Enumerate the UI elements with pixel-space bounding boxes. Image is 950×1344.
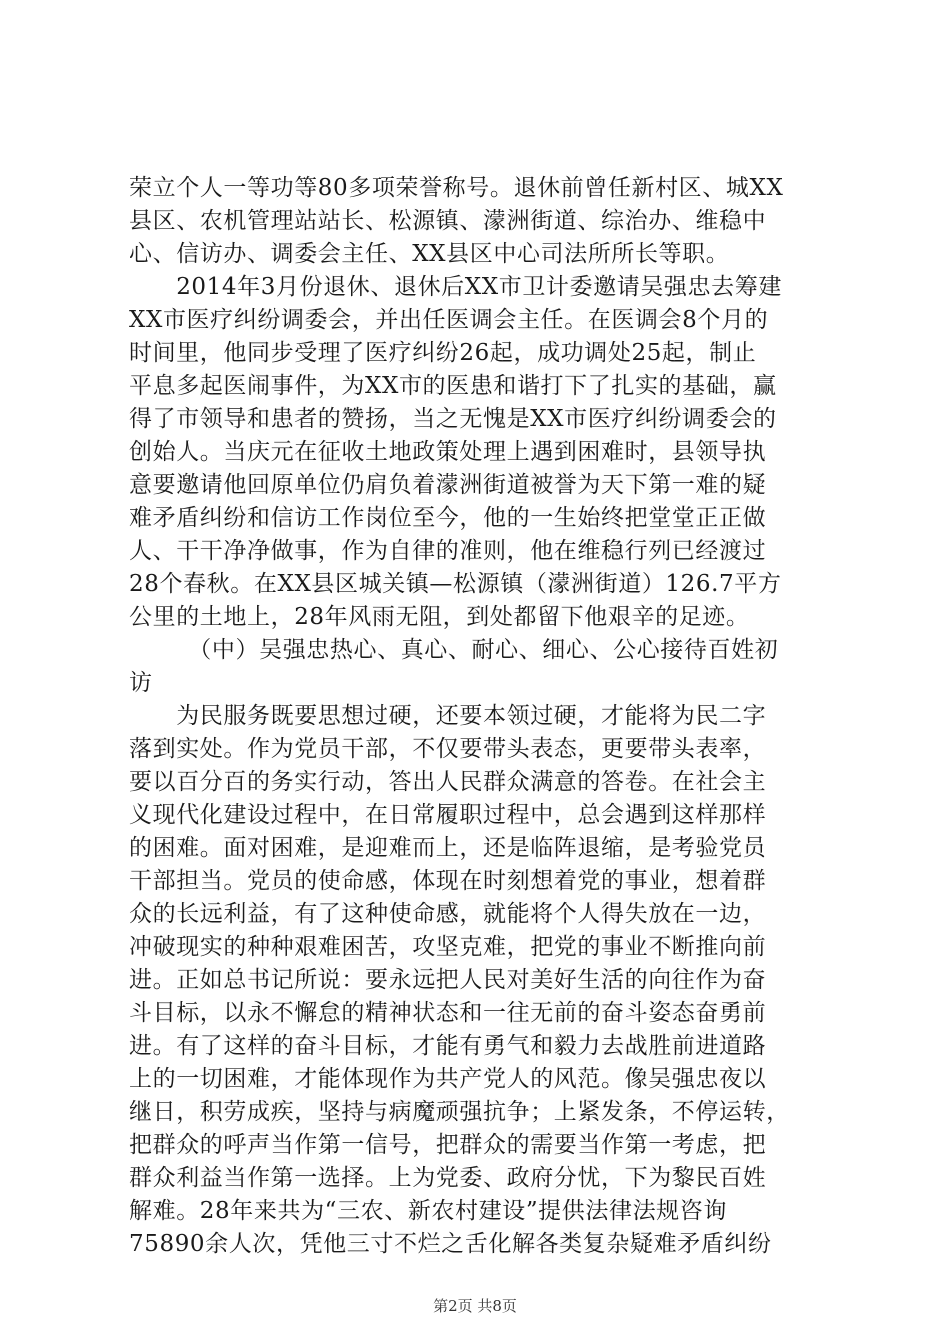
text-line: 冲破现实的种种艰难困苦，攻坚克难，把党的事业不断推向前 — [129, 934, 767, 960]
text-line: 众的长远利益，有了这种使命感，就能将个人得失放在一边， — [129, 901, 767, 927]
text-line: 县区、农机管理站站长、松源镇、濛洲街道、综治办、维稳中 — [129, 208, 767, 234]
text-line: 得了市领导和患者的赞扬，当之无愧是XX市医疗纠纷调委会的 — [129, 406, 777, 432]
text-line: 意要邀请他回原单位仍肩负着濛洲街道被誉为天下第一难的疑 — [129, 472, 767, 498]
text-line: 的困难。面对困难，是迎难而上，还是临阵退缩，是考验党员 — [129, 835, 767, 861]
text-line: 把群众的呼声当作第一信号，把群众的需要当作第一考虑，把 — [129, 1132, 767, 1158]
text-line: 时间里，他同步受理了医疗纠纷26起，成功调处25起，制止 — [129, 340, 757, 366]
section-heading: （中）吴强忠热心、真心、耐心、细心、公心接待百姓初 — [129, 637, 779, 663]
text-line: 斗目标，以永不懈怠的精神状态和一往无前的奋斗姿态奋勇前 — [129, 1000, 767, 1026]
text-line: 75890余人次，凭他三寸不烂之舌化解各类复杂疑难矛盾纠纷 — [129, 1231, 772, 1257]
section-heading-continued: 访 — [129, 670, 153, 696]
text-line: 2014年3月份退休、退休后XX市卫计委邀请吴强忠去筹建 — [129, 274, 782, 300]
text-line: 干部担当。党员的使命感，体现在时刻想着党的事业，想着群 — [129, 868, 767, 894]
text-line: XX市医疗纠纷调委会，并出任医调会主任。在医调会8个月的 — [129, 307, 769, 333]
text-line: 心、信访办、调委会主任、XX县区中心司法所所长等职。 — [129, 241, 730, 267]
text-line: 28个春秋。在XX县区城关镇—松源镇（濛洲街道）126.7平方 — [129, 571, 782, 597]
page-number-footer: 第2页 共8页 — [433, 1297, 517, 1315]
text-line: 义现代化建设过程中，在日常履职过程中，总会遇到这样那样 — [129, 802, 767, 828]
text-line: 落到实处。作为党员干部，不仅要带头表态，更要带头表率， — [129, 736, 767, 762]
text-line: 解难。28年来共为“三农、新农村建设”提供法律法规咨询 — [129, 1198, 727, 1224]
text-line: 进。正如总书记所说：要永远把人民对美好生活的向往作为奋 — [129, 967, 767, 993]
text-line: 创始人。当庆元在征收土地政策处理上遇到困难时，县领导执 — [129, 439, 767, 465]
text-line: 上的一切困难，才能体现作为共产党人的风范。像吴强忠夜以 — [129, 1066, 767, 1092]
text-line: 群众利益当作第一选择。上为党委、政府分忧，下为黎民百姓 — [129, 1165, 767, 1191]
text-line: 为民服务既要思想过硬，还要本领过硬，才能将为民二字 — [129, 703, 767, 729]
text-line: 平息多起医闹事件，为XX市的医患和谐打下了扎实的基础，赢 — [129, 373, 777, 399]
text-line: 难矛盾纠纷和信访工作岗位至今，他的一生始终把堂堂正正做 — [129, 505, 767, 531]
text-line: 荣立个人一等功等80多项荣誉称号。退休前曾任新村区、城XX — [129, 175, 784, 201]
text-line: 要以百分百的务实行动，答出人民群众满意的答卷。在社会主 — [129, 769, 767, 795]
text-line: 继日，积劳成疾，坚持与病魔顽强抗争；上紧发条，不停运转， — [129, 1099, 790, 1125]
text-line: 公里的土地上，28年风雨无阻，到处都留下他艰辛的足迹。 — [129, 604, 750, 630]
text-line: 人、干干净净做事，作为自律的准则，他在维稳行列已经渡过 — [129, 538, 767, 564]
text-line: 进。有了这样的奋斗目标，才能有勇气和毅力去战胜前进道路 — [129, 1033, 767, 1059]
